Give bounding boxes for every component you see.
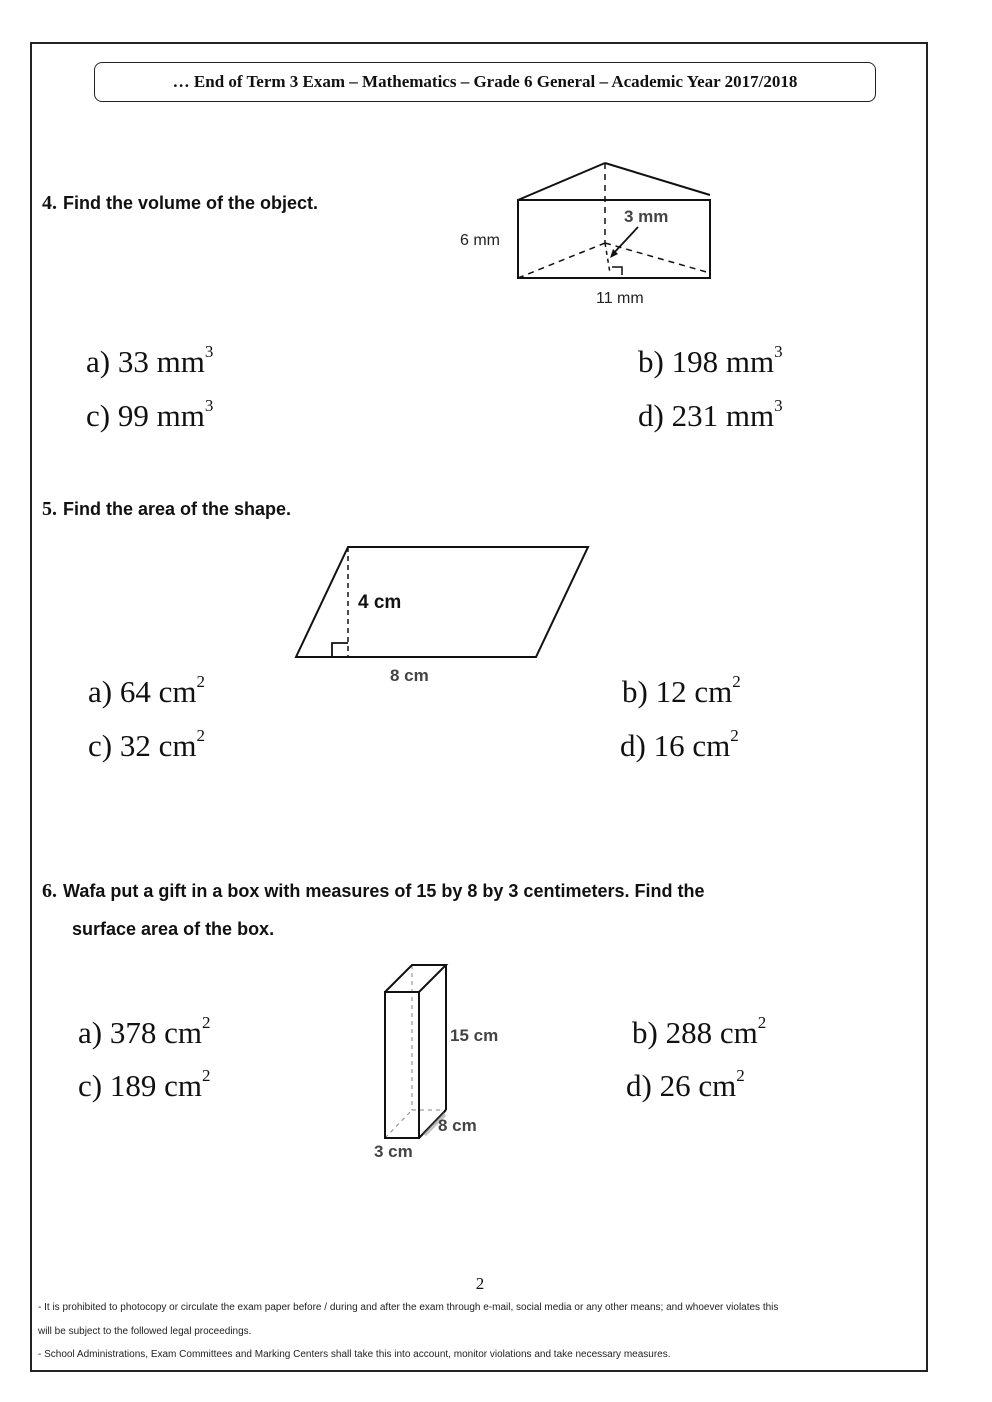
box-depth-label: 8 cm xyxy=(438,1116,477,1135)
prism-base-label: 11 mm xyxy=(596,290,644,307)
prism-depth-label: 3 mm xyxy=(624,207,669,226)
question-6-text-line2: surface area of the box. xyxy=(72,919,275,939)
question-4 xyxy=(42,192,318,215)
q6-option-d[interactable]: d) 26 $cm^2$ xyxy=(626,1065,745,1103)
q5-option-c[interactable]: c) 32 $cm^2$ xyxy=(88,725,205,763)
q4-option-c[interactable]: c) 99 $mm^3$ xyxy=(86,395,214,433)
exam-title: … End of Term 3 Exam – Mathematics – Grade 6 General – Academic Year 2017/2018 xyxy=(172,72,798,91)
footer-line-3: - School Administrations, Exam Committees and Marking Centers shall take this into account, monitor violations and take necessary measures. xyxy=(38,1349,671,1360)
page-number: 2 xyxy=(475,1274,485,1293)
q4-option-b[interactable]: b) 198 $mm^3$ xyxy=(638,341,783,379)
parallelogram-height-label: 4 cm xyxy=(358,592,402,613)
question-6 xyxy=(42,880,704,903)
exam-header xyxy=(94,62,876,102)
q6-option-b[interactable]: b) 288 $cm^2$ xyxy=(632,1012,767,1050)
parallelogram-base-label: 8 cm xyxy=(390,666,429,685)
box-width-label: 3 cm xyxy=(374,1142,413,1161)
footer-line-2: will be subject to the followed legal proceedings. xyxy=(38,1326,252,1337)
q4-option-a[interactable]: a) 33 $mm^3$ xyxy=(86,341,214,379)
parallelogram-figure xyxy=(290,540,600,690)
question-4-number: 4. xyxy=(42,192,57,214)
question-5 xyxy=(42,498,291,521)
question-4-text: Find the volume of the object. xyxy=(63,193,319,213)
q4-option-d[interactable]: d) 231 $mm^3$ xyxy=(638,395,783,433)
rectangular-box-figure xyxy=(370,960,520,1165)
question-5-text: Find the area of the shape. xyxy=(63,499,292,519)
box-height-label: 15 cm xyxy=(450,1026,499,1045)
q5-option-a[interactable]: a) 64 $cm^2$ xyxy=(88,671,205,709)
question-6-text-line1: Wafa put a gift in a box with measures of 15 by 8 by 3 centimeters. Find the xyxy=(63,881,705,901)
question-6-line2 xyxy=(72,919,274,940)
q6-option-c[interactable]: c) 189 $cm^2$ xyxy=(78,1065,211,1103)
prism-height-label: 6 mm xyxy=(460,232,500,249)
question-6-number: 6. xyxy=(42,880,57,902)
triangular-prism-figure xyxy=(450,155,730,315)
q5-option-d[interactable]: d) 16 $cm^2$ xyxy=(620,725,739,763)
question-5-number: 5. xyxy=(42,498,57,520)
q5-option-b[interactable]: b) 12 $cm^2$ xyxy=(622,671,741,709)
q6-option-a[interactable]: a) 378 $cm^2$ xyxy=(78,1012,211,1050)
footer-line-1: - It is prohibited to photocopy or circulate the exam paper before / during and after the exam through e-mail, social media or any other means; and whoever violates this xyxy=(38,1302,779,1313)
